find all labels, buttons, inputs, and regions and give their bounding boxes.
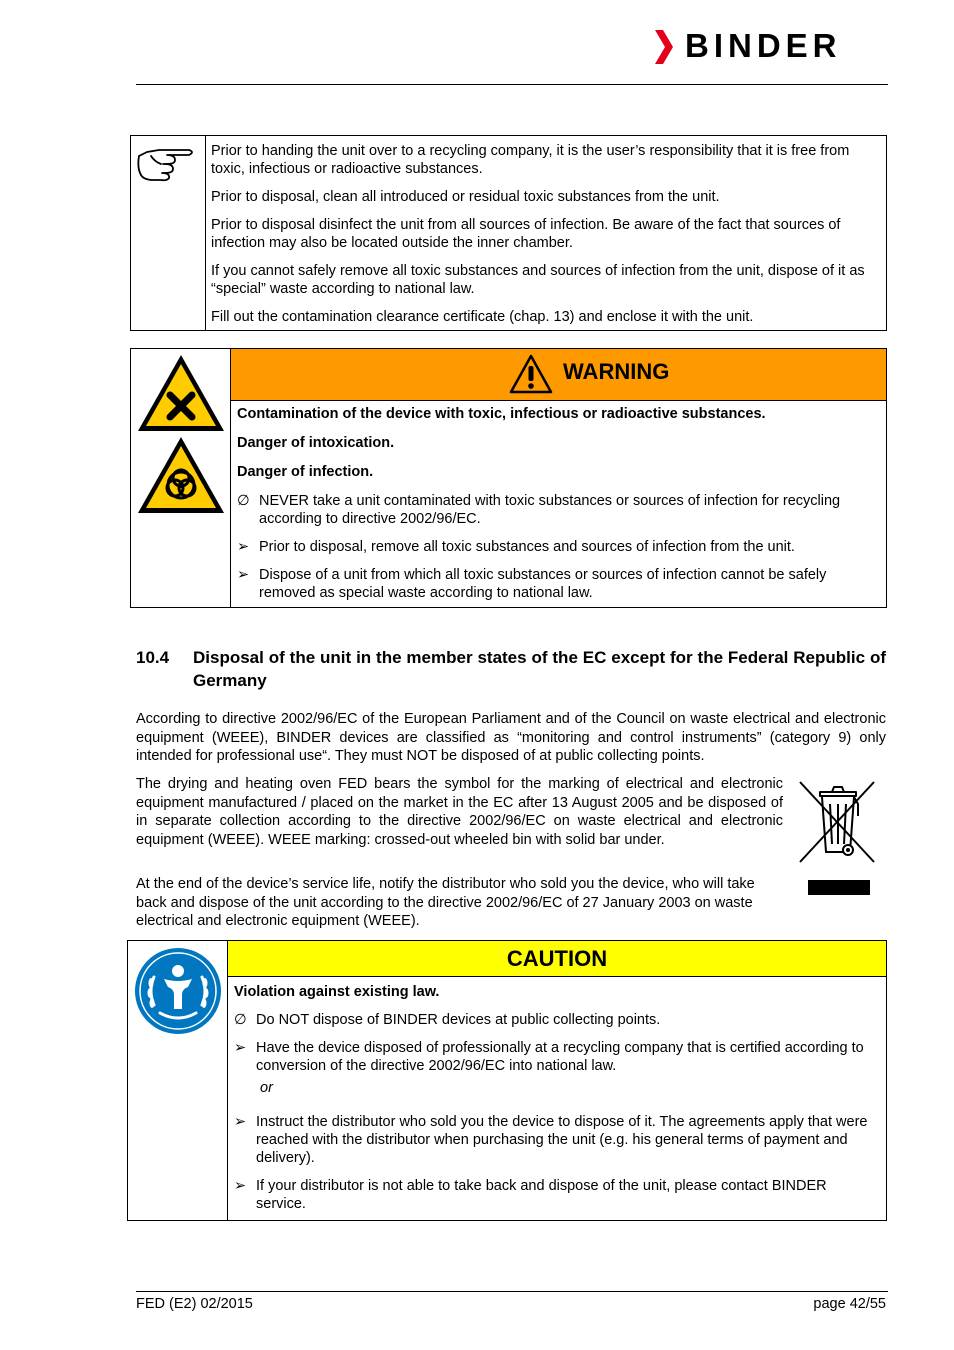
note-paragraph: If you cannot safely remove all toxic substances and sources of infection from the unit, dispose of it as “special” waste according to national law. [211, 263, 865, 297]
list-item [237, 492, 877, 528]
warning-icon-cell [131, 349, 231, 607]
prohibition-bullet: ∅ [234, 1012, 247, 1028]
pointing-hand-icon [137, 142, 197, 186]
warning-line: Danger of intoxication. [237, 435, 395, 451]
arrow-bullet: ➢ [237, 539, 250, 555]
logo-chevron-icon [655, 30, 677, 64]
biohazard-icon [136, 435, 226, 515]
note-paragraph: Prior to handing the unit over to a recycling company, it is the user’s responsibility that it is free from toxic, infectious or radioactive substances. [211, 143, 850, 177]
brand-name: BINDER [685, 27, 842, 64]
binder-logo [655, 27, 887, 64]
warning-title: WARNING [563, 359, 670, 384]
note-paragraph: Prior to disposal disinfect the unit from all sources of infection. Be aware of the fact that sources of infection may also be located outside the inner chamber. [211, 217, 841, 251]
caution-header [228, 941, 886, 977]
list-item-text: NEVER take a unit contaminated with toxic substances or sources of infection for recycling according to directive 2002/96/EC. [259, 493, 841, 527]
note-paragraph: Prior to disposal, clean all introduced or residual toxic substances from the unit. [211, 189, 720, 205]
page-number: page 42/55 [813, 1296, 886, 1312]
or-separator: or [260, 1080, 273, 1096]
list-item-text: Instruct the distributor who sold you the device to dispose of it. The agreements apply that were reached with the distributor when purchasing the unit (e.g. his general terms of payment and delivery). [256, 1114, 868, 1166]
crossed-out-wheeled-bin-icon [798, 780, 876, 864]
note-text [211, 142, 881, 336]
caution-body [234, 983, 879, 1213]
list-item-text: If your distributor is not able to take back and dispose of the unit, please contact BINDER service. [256, 1178, 827, 1212]
list-item-text: Dispose of a unit from which all toxic substances or sources of infection cannot be safely removed as special waste according to national law. [259, 567, 827, 601]
list-item [234, 1113, 879, 1167]
list-item [234, 1039, 879, 1075]
eco-label-icon [134, 947, 222, 1035]
section-number: 10.4 [136, 648, 170, 667]
list-item-text: Have the device disposed of professionally at a recycling company that is certified according to conversion of the directive 2002/96/EC into national law. [256, 1040, 864, 1074]
note-box [130, 135, 887, 331]
note-paragraph: Fill out the contamination clearance certificate (chap. 13) and enclose it with the unit. [211, 309, 754, 325]
caution-icon-cell [128, 941, 228, 1220]
paragraph: At the end of the device’s service life, notify the distributor who sold you the device, who will take back and dispose of the unit according to the directive 2002/96/EC of 27 January 2003 on waste electrical and electronic equipment (WEEE). [136, 876, 755, 929]
warning-line: Danger of infection. [237, 464, 374, 480]
warning-line: Contamination of the device with toxic, infectious or radioactive substances. [237, 406, 766, 422]
list-item-text: Prior to disposal, remove all toxic substances and sources of infection from the unit. [259, 539, 795, 555]
weee-solid-bar [808, 880, 870, 895]
section-title: Disposal of the unit in the member states of the EC except for the Federal Republic of Germany [193, 648, 886, 690]
header-rule [136, 84, 888, 85]
warning-triangle-icon [509, 354, 553, 394]
document-id: FED (E2) 02/2015 [136, 1296, 253, 1312]
warning-box [130, 348, 887, 608]
list-item [237, 566, 877, 602]
arrow-bullet: ➢ [234, 1040, 247, 1056]
footer-rule [136, 1291, 888, 1292]
list-item [234, 1177, 879, 1213]
caution-box [127, 940, 887, 1221]
paragraph: According to directive 2002/96/EC of the European Parliament and of the Council on waste electrical and electronic equipment (WEEE), BINDER devices are classified as “monitoring and control instruments” (category 9) only intended for professional use“. They must NOT be disposed of at public collecting points. [136, 711, 886, 764]
arrow-bullet: ➢ [234, 1178, 247, 1194]
prohibition-bullet: ∅ [237, 493, 250, 509]
caution-title: CAUTION [506, 946, 608, 971]
paragraph: The drying and heating oven FED bears the symbol for the marking of electrical and electronic equipment manufactured / placed on the market in the EC after 13 August 2005 and be disposed of in separate collection according to the directive 2002/96/EC on waste electrical and electronic equipment (WEEE). WEEE marking: crossed-out wheeled bin with solid bar under. [136, 776, 783, 848]
list-item-text: Do NOT dispose of BINDER devices at public collecting points. [256, 1012, 661, 1028]
arrow-bullet: ➢ [234, 1114, 247, 1130]
caution-line: Violation against existing law. [234, 984, 440, 1000]
note-icon-cell [131, 136, 206, 330]
harmful-substance-icon [136, 353, 226, 433]
list-item [234, 1011, 879, 1029]
arrow-bullet: ➢ [237, 567, 250, 583]
list-item [237, 538, 877, 556]
warning-header [231, 349, 886, 401]
warning-body [237, 405, 877, 602]
